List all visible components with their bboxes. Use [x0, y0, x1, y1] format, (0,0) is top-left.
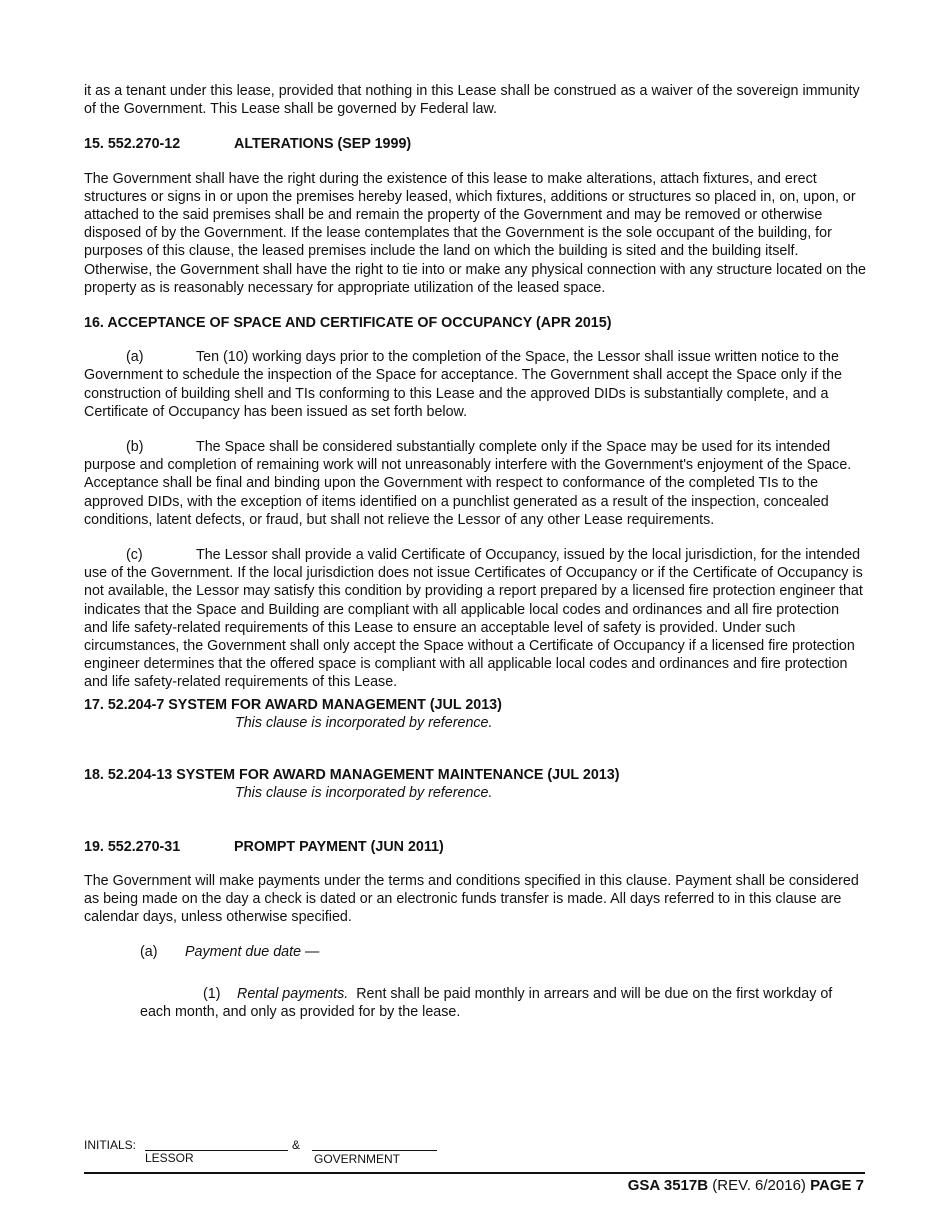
- section-19-heading: [84, 838, 866, 856]
- section-15-heading: [84, 135, 866, 153]
- section-16-heading: 16. ACCEPTANCE OF SPACE AND CERTIFICATE OF OCCUPANCY (APR 2015): [84, 315, 612, 332]
- government-initials-line: [312, 1150, 437, 1151]
- section-16-b-text: The Space shall be considered substantially complete only if the Space may be used for its intended purpose and completion of remaining work will not unreasonably interfere with the Government's enjoyment of the Space. Acceptance shall be final and binding upon the Government with respect to conformance of the completed TIs to the approved DIDs, with the exception of items identified on a punchlist generated as a result of the inspection, concealed conditions, latent defects, or fraud, but shall not relieve the Lessor of any other Lease requirements.: [84, 439, 852, 528]
- section-18-heading: 18. 52.204-13 SYSTEM FOR AWARD MANAGEMENT MAINTENANCE (JUL 2013): [84, 767, 620, 784]
- section-15-body: The Government shall have the right during the existence of this lease to make alterations, attach fixtures, and erect structures or signs in or upon the premises hereby leased, which fixtures, additions or structures so placed in, on, upon, or attached to the said premises shall be and remain the property of the Government and may be removed or otherwise disposed of by the Government. If the lease contemplates that the Government is the sole occupant of the building, for purposes of this clause, the leased premises include the land on which the building is sited and the building itself. Otherwise, the Government shall have the right to tie into or make any physical connection with any structure located on the property as is reasonably necessary for appropriate utilization of the leased space.: [84, 170, 866, 296]
- intro-paragraph: it as a tenant under this lease, provided that nothing in this Lease shall be construed as a waiver of the sovereign immunity of the Government. This Lease shall be governed by Federal law.: [84, 83, 860, 118]
- section-16-b-label: (b): [126, 439, 144, 456]
- section-16-c: [84, 546, 866, 692]
- section-19-a-text: Payment due date —: [185, 944, 320, 961]
- section-19-a-1: [84, 985, 866, 1021]
- page-number: PAGE 7: [810, 1177, 864, 1194]
- section-19-body: The Government will make payments under the terms and conditions specified in this clause. Payment shall be considered as being made on the day a check is dated or an electronic funds transfer is made. All days referred to in this clause are calendar days, unless otherwise specified.: [84, 872, 859, 926]
- section-19-a-1-text: Rent shall be paid monthly in arrears and will be due on the first workday of each month, and only as provided for by the lease.: [140, 985, 833, 1020]
- form-number: GSA 3517B: [627, 1177, 709, 1194]
- section-16-a: [84, 348, 866, 421]
- section-19-a-1-label: (1): [203, 985, 221, 1002]
- section-19-number: 19. 552.270-31: [84, 838, 181, 855]
- section-17-heading: 17. 52.204-7 SYSTEM FOR AWARD MANAGEMENT (JUL 2013): [84, 696, 502, 713]
- lessor-label: LESSOR: [145, 1151, 194, 1165]
- section-17-reference: This clause is incorporated by reference.: [235, 714, 493, 731]
- section-16-c-label: (c): [126, 547, 143, 564]
- government-label: GOVERNMENT: [314, 1152, 401, 1166]
- ampersand: &: [292, 1138, 301, 1152]
- section-16-a-text: Ten (10) working days prior to the completion of the Space, the Lessor shall issue written notice to the Government to schedule the inspection of the Space for acceptance. The Government shall accept the Space only if the construction of building shell and TIs conforming to this Lease and the approved DIDs is substantially complete, and a Certificate of Occupancy has been issued as set forth below.: [84, 349, 842, 420]
- section-19-a: [84, 943, 866, 961]
- section-16-b: [84, 438, 866, 529]
- section-15-number: 15. 552.270-12: [84, 136, 181, 153]
- section-19-a-label: (a): [140, 944, 158, 961]
- initials-label: INITIALS:: [84, 1138, 137, 1152]
- section-16-a-label: (a): [126, 349, 144, 366]
- section-19-title: PROMPT PAYMENT (JUN 2011): [234, 838, 444, 855]
- document-body: [84, 82, 866, 1021]
- form-page-id: [628, 1177, 864, 1194]
- section-16-c-text: The Lessor shall provide a valid Certificate of Occupancy, issued by the local jurisdiction, for the intended use of the Government. If the local jurisdiction does not issue Certificates of Occupancy or if the Certificate of Occupancy is not available, the Lessor may satisfy this condition by providing a report prepared by a licensed fire protection engineer that indicates that the Space and Building are compliant with all applicable local codes and ordinances and all fire protection and life safety-related requirements of this Lease to ensure an acceptable level of safety is provided. Under such circumstances, the Government shall only accept the Space without a Certificate of Occupancy if a licensed fire protection engineer determines that the offered space is compliant with all applicable local codes and ordinances and fire protection and life safety-related requirements of this Lease.: [84, 547, 863, 691]
- form-revision: (REV. 6/2016): [712, 1177, 806, 1194]
- section-19-a-1-title: Rental payments.: [237, 985, 349, 1002]
- section-15-title: ALTERATIONS (SEP 1999): [234, 136, 412, 153]
- section-18-reference: This clause is incorporated by reference.: [235, 785, 493, 802]
- footer-rule: [84, 1172, 865, 1174]
